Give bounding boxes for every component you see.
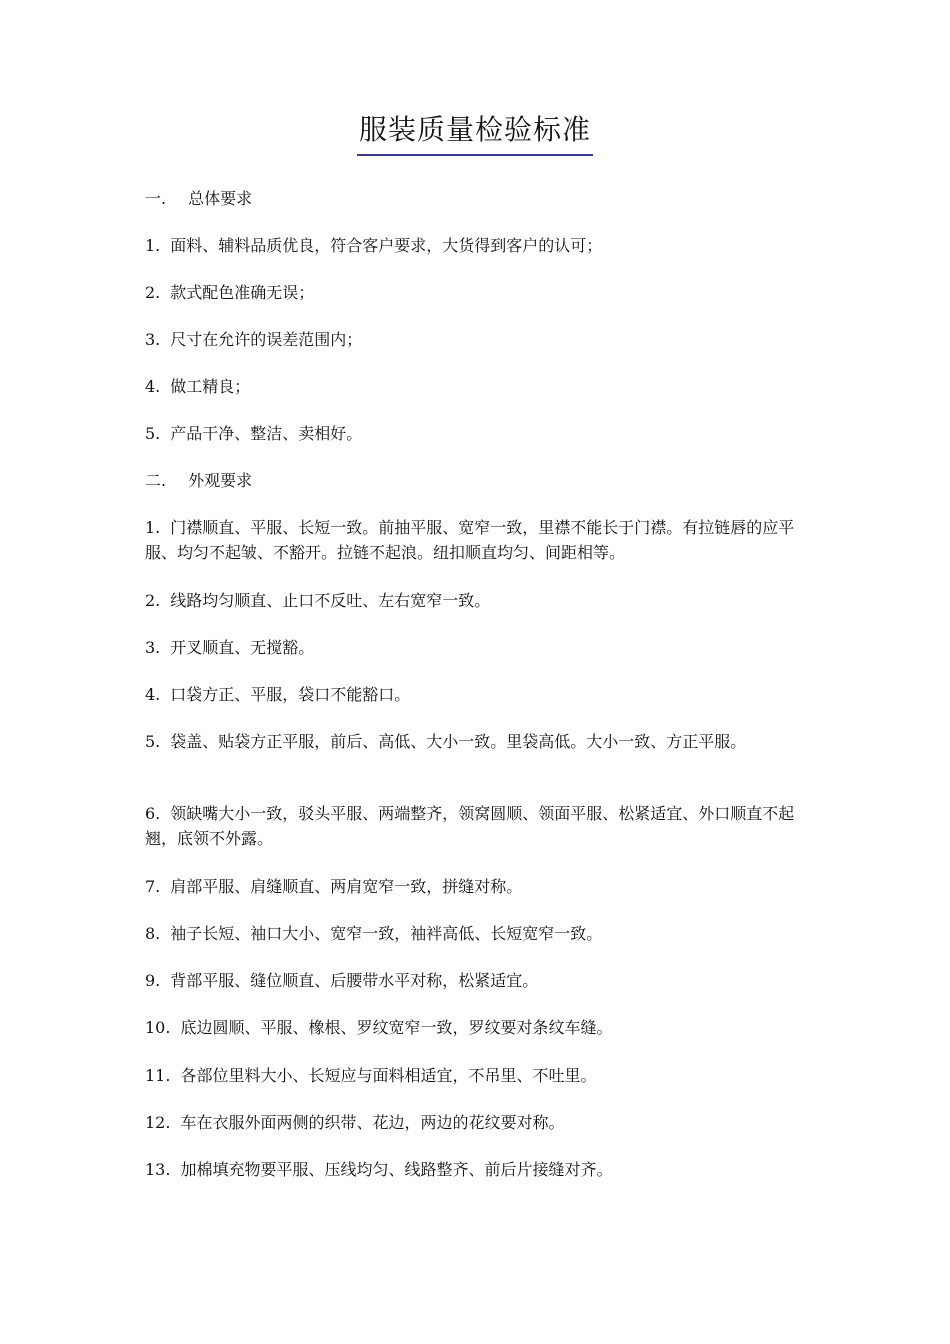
item-text: 做工精良；: [170, 377, 251, 396]
item-number: 10.: [145, 1018, 171, 1037]
list-item: [145, 515, 815, 565]
item-number: 7.: [145, 877, 161, 896]
list-item: [145, 874, 815, 899]
section-heading-general: [145, 186, 815, 211]
item-number: 13.: [145, 1160, 171, 1179]
document-title: [0, 112, 950, 156]
list-item: [145, 374, 815, 399]
section-heading-text: 总体要求: [188, 189, 253, 208]
item-text: 门襟顺直、平服、长短一致。前抽平服、宽窄一致，里襟不能长于门襟。有拉链唇的应平服、均匀不起皱、不豁开。拉链不起浪。纽扣顺直均匀、间距相等。: [145, 518, 795, 562]
item-text: 领缺嘴大小一致，驳头平服、两端整齐，领窝圆顺、领面平服、松紧适宜、外口顺直不起翘，底领不外露。: [145, 804, 795, 848]
item-text: 袋盖、贴袋方正平服，前后、高低、大小一致。里袋高低。大小一致、方正平服。: [170, 732, 747, 751]
item-number: 1.: [145, 518, 161, 537]
item-number: 1.: [145, 236, 161, 255]
section-number: 一.: [145, 189, 167, 208]
item-text: 背部平服、缝位顺直、后腰带水平对称，松紧适宜。: [170, 971, 539, 990]
item-text: 车在衣服外面两侧的织带、花边，两边的花纹要对称。: [180, 1113, 565, 1132]
list-item: [145, 968, 815, 993]
section-number: 二.: [145, 471, 167, 490]
item-number: 4.: [145, 377, 161, 396]
item-text: 款式配色准确无误；: [170, 283, 315, 302]
item-text: 底边圆顺、平服、橡根、罗纹宽窄一致，罗纹要对条纹车缝。: [180, 1018, 613, 1037]
item-number: 5.: [145, 732, 161, 751]
list-item: [145, 1015, 815, 1040]
list-item: [145, 1157, 815, 1182]
list-item: [145, 729, 815, 754]
item-number: 9.: [145, 971, 161, 990]
item-number: 4.: [145, 685, 161, 704]
list-item: [145, 1063, 815, 1088]
item-number: 3.: [145, 638, 161, 657]
list-item: [145, 682, 815, 707]
item-text: 开叉顺直、无搅豁。: [170, 638, 315, 657]
item-text: 加棉填充物要平服、压线均匀、线路整齐、前后片接缝对齐。: [180, 1160, 613, 1179]
section-heading-appearance: [145, 468, 815, 493]
document-title-text: 服装质量检验标准: [357, 112, 593, 156]
list-item: [145, 921, 815, 946]
list-item: [145, 280, 815, 305]
item-number: 2.: [145, 591, 161, 610]
list-item: [145, 588, 815, 613]
item-text: 产品干净、整洁、卖相好。: [170, 424, 363, 443]
item-text: 线路均匀顺直、止口不反吐、左右宽窄一致。: [170, 591, 491, 610]
item-text: 口袋方正、平服，袋口不能豁口。: [170, 685, 411, 704]
item-number: 8.: [145, 924, 161, 943]
item-number: 3.: [145, 330, 161, 349]
item-text: 尺寸在允许的误差范围内；: [170, 330, 363, 349]
list-item: [145, 801, 815, 851]
item-number: 5.: [145, 424, 161, 443]
list-item: [145, 1110, 815, 1135]
item-text: 袖子长短、袖口大小、宽窄一致，袖袢高低、长短宽窄一致。: [170, 924, 603, 943]
item-number: 12.: [145, 1113, 171, 1132]
item-text: 面料、辅料品质优良，符合客户要求，大货得到客户的认可；: [170, 236, 603, 255]
item-text: 各部位里料大小、长短应与面料相适宜，不吊里、不吐里。: [180, 1066, 597, 1085]
list-item: [145, 635, 815, 660]
list-item: [145, 421, 815, 446]
item-number: 6.: [145, 804, 161, 823]
list-item: [145, 233, 815, 258]
section-heading-text: 外观要求: [188, 471, 253, 490]
list-item: [145, 327, 815, 352]
item-number: 2.: [145, 283, 161, 302]
item-number: 11.: [145, 1066, 171, 1085]
item-text: 肩部平服、肩缝顺直、两肩宽窄一致，拼缝对称。: [170, 877, 523, 896]
